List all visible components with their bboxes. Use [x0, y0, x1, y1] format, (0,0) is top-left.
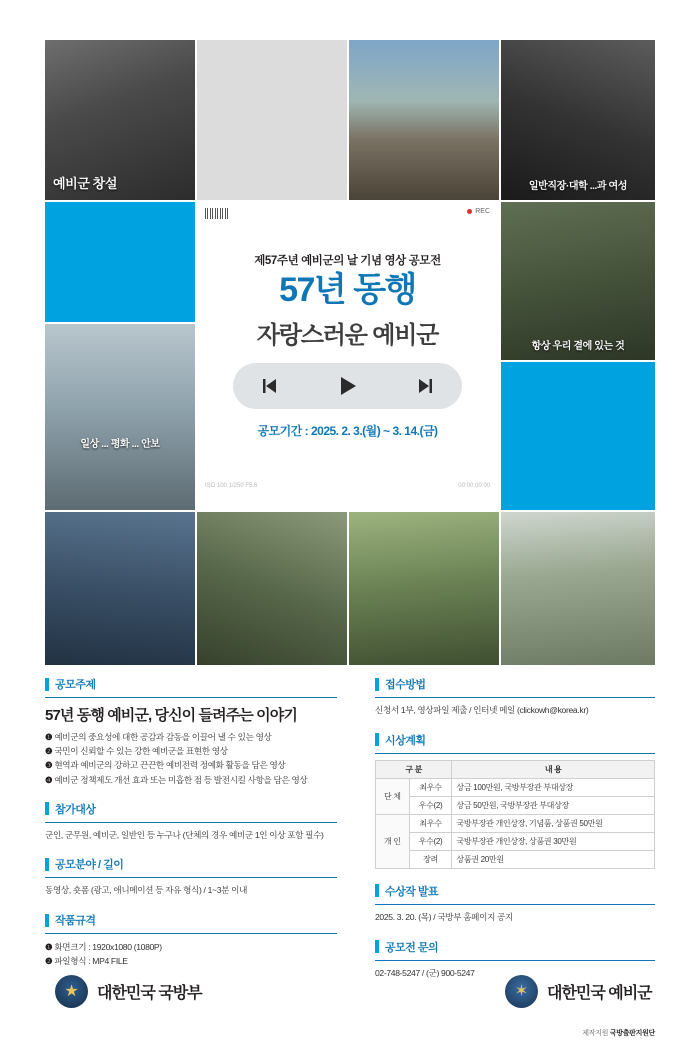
- divider: [375, 753, 655, 754]
- accent-bar-icon: [375, 940, 379, 953]
- list-number: ❷: [45, 956, 53, 967]
- cell-desc: 상품권 20만원: [452, 850, 655, 868]
- divider: [375, 697, 655, 698]
- cell-group: 단 체: [376, 778, 410, 814]
- contest-title-secondary: 자랑스러운 예비군: [256, 322, 439, 349]
- list-item: [45, 744, 337, 758]
- submit-heading: 접수방법: [385, 679, 426, 691]
- cell-rank: 우수(2): [409, 796, 452, 814]
- photo-grey-block-top: [197, 40, 347, 200]
- block-prize: [375, 732, 655, 869]
- timecode: 00:00:00:00: [458, 483, 490, 489]
- video-player-card: [195, 200, 500, 495]
- reserve-forces-logo: [505, 975, 652, 1008]
- photo-special-forces: [501, 202, 655, 360]
- cell-rank: 최우수: [409, 778, 452, 796]
- divider: [45, 877, 337, 878]
- cell-rank: 우수(2): [409, 832, 452, 850]
- prize-heading-row: [375, 732, 655, 748]
- theme-question: 57년 동행 예비군, 당신이 들려주는 이야기: [45, 707, 297, 724]
- photo-street-parade: [349, 40, 499, 200]
- photo-rifle-training: [197, 512, 347, 665]
- list-text: 예비군의 중요성에 대한 공감과 감동을 이끌어 낼 수 있는 영상: [54, 732, 272, 742]
- cell-desc: 국방부장관 개인상장, 상품권 30만원: [452, 832, 655, 850]
- list-text: 국민이 신뢰할 수 있는 강한 예비군을 표현한 영상: [54, 746, 228, 757]
- announce-text: 2025. 3. 20. (목) / 국방부 홈페이지 공지: [375, 911, 513, 922]
- camera-meta: ISO 100 1/250 F5.6: [205, 483, 258, 489]
- mnd-emblem-icon: ★: [55, 975, 88, 1008]
- rec-label: REC: [475, 208, 490, 215]
- list-number: ❶: [45, 732, 53, 742]
- cell-desc: 국방부장관 개인상장, 기념품, 상품권 50만원: [452, 814, 655, 832]
- submit-heading-row: [375, 676, 655, 692]
- barcode-icon: [205, 208, 229, 219]
- field-heading-row: [45, 856, 337, 872]
- theme-heading: 공모주제: [55, 679, 96, 691]
- reserve-emblem-icon: ✶: [505, 975, 538, 1008]
- rec-dot-icon: [467, 209, 472, 214]
- column-header-division: 구 분: [376, 760, 452, 778]
- spec-heading: 작품규격: [55, 915, 96, 928]
- block-theme: [45, 676, 337, 787]
- theme-list: [45, 730, 337, 787]
- list-text: 파일형식 : MP4 FILE: [54, 956, 128, 967]
- divider: [375, 960, 655, 961]
- credit-org: 국방출판지원단: [609, 1030, 655, 1037]
- footer: [0, 968, 700, 1050]
- block-target: [45, 801, 337, 843]
- photo-caption: 일상 ... 평화 ... 안보: [80, 439, 160, 450]
- production-credit: [582, 1028, 655, 1038]
- table-row: [376, 832, 655, 850]
- table-row: [376, 796, 655, 814]
- block-field: [45, 856, 337, 898]
- target-heading: 참가대상: [55, 803, 96, 816]
- contest-period: 공모기간 : 2025. 2. 3.(월) ~ 3. 14.(금): [257, 424, 438, 438]
- divider: [45, 933, 337, 934]
- target-heading-row: [45, 801, 337, 817]
- accent-bar-icon: [45, 914, 49, 927]
- cell-desc: 상금 50만원, 국방부장관 부대상장: [452, 796, 655, 814]
- spec-heading-row: [45, 912, 337, 928]
- poster-collage: [45, 40, 655, 665]
- contest-title: 57년 동행: [279, 271, 416, 309]
- cell-group: 개 인: [376, 814, 410, 868]
- cell-desc: 상금 100만원, 국방부장관 부대상장: [452, 778, 655, 796]
- divider: [45, 822, 337, 823]
- list-text: 현역과 예비군의 강하고 끈끈한 예비전력 정예화 활동을 담은 영상: [54, 760, 286, 771]
- mnd-logo-text: 대한민국 국방부: [97, 985, 202, 1002]
- contest-subtitle: 제57주년 예비군의 날 기념 영상 공모전: [254, 255, 441, 267]
- info-right-column: [375, 676, 655, 994]
- reserve-logo-text: 대한민국 예비군: [547, 985, 652, 1002]
- photo-blue-block-right: [501, 362, 655, 510]
- submit-text: 신청서 1부, 영상파일 제출 / 인터넷 메일 (clickowh@korea.kr): [375, 705, 589, 715]
- list-number: ❹: [45, 774, 53, 785]
- field-text: 동영상, 숏폼 (광고, 애니메이션 등 자유 형식) / 1~3분 이내: [45, 885, 248, 896]
- list-item: [45, 730, 337, 744]
- contact-heading-row: [375, 939, 655, 955]
- list-item: [45, 954, 337, 968]
- prize-heading: 시상계획: [385, 734, 426, 747]
- photo-caption: 항상 우리 곁에 있는 것: [531, 341, 625, 352]
- column-header-content: 내 용: [452, 760, 655, 778]
- credit-prefix: 제작지원: [582, 1030, 610, 1037]
- target-text: 군인, 군무원, 예비군, 일반인 등 누구나 (단체의 경우 예비군 1인 이상 포함 필수): [45, 829, 324, 840]
- list-text: 화면크기 : 1920x1080 (1080P): [54, 942, 162, 953]
- player-controls: [233, 363, 462, 409]
- block-submit: [375, 676, 655, 718]
- table-header-row: [376, 760, 655, 778]
- photo-blue-block-left: [45, 202, 195, 322]
- accent-bar-icon: [45, 678, 49, 691]
- announce-heading-row: [375, 883, 655, 899]
- list-text: 예비군 정책제도 개선 효과 또는 미흡한 점 등 발전시킬 사항을 담은 영상: [54, 774, 308, 785]
- list-number: ❸: [45, 760, 53, 771]
- info-left-column: [45, 676, 337, 983]
- contact-heading: 공모전 문의: [385, 941, 439, 954]
- block-announce: [375, 883, 655, 925]
- list-number: ❶: [45, 942, 53, 953]
- player-topbar: [205, 208, 490, 222]
- list-item: [45, 758, 337, 772]
- prize-table: [375, 760, 655, 869]
- photo-founding-ceremony: [45, 40, 195, 200]
- block-spec: [45, 912, 337, 968]
- player-footer-meta: [205, 483, 490, 489]
- accent-bar-icon: [45, 802, 49, 815]
- accent-bar-icon: [375, 884, 379, 897]
- ministry-of-defense-logo: [55, 975, 202, 1008]
- cell-rank: 최우수: [409, 814, 452, 832]
- spec-list: [45, 940, 337, 968]
- list-item: [45, 940, 337, 954]
- photo-train-station: [45, 324, 195, 510]
- photo-outdoor-briefing: [501, 512, 655, 665]
- list-number: ❷: [45, 746, 53, 757]
- divider: [375, 904, 655, 905]
- photo-marching-soldiers: [45, 512, 195, 665]
- table-row: [376, 778, 655, 796]
- previous-track-icon[interactable]: [260, 376, 280, 396]
- rec-indicator: [467, 208, 490, 215]
- next-track-icon[interactable]: [415, 376, 435, 396]
- field-heading: 공모분야 / 길이: [55, 859, 124, 872]
- announce-heading: 수상작 발표: [385, 885, 439, 898]
- accent-bar-icon: [375, 678, 379, 691]
- photo-caption: 일반직장·대학 ...과 여성: [528, 181, 628, 192]
- table-row: [376, 814, 655, 832]
- photo-field-drill: [349, 512, 499, 665]
- photo-newspaper-archive: [501, 40, 655, 200]
- theme-heading-row: [45, 676, 337, 692]
- accent-bar-icon: [45, 858, 49, 871]
- cell-rank: 장려: [409, 850, 452, 868]
- accent-bar-icon: [375, 733, 379, 746]
- contact-text: 02-748-5247 / (군) 900-5247: [375, 967, 475, 978]
- list-item: [45, 773, 337, 787]
- table-row: [376, 850, 655, 868]
- divider: [45, 697, 337, 698]
- play-icon[interactable]: [334, 373, 360, 399]
- photo-caption: 예비군 창설: [53, 176, 118, 191]
